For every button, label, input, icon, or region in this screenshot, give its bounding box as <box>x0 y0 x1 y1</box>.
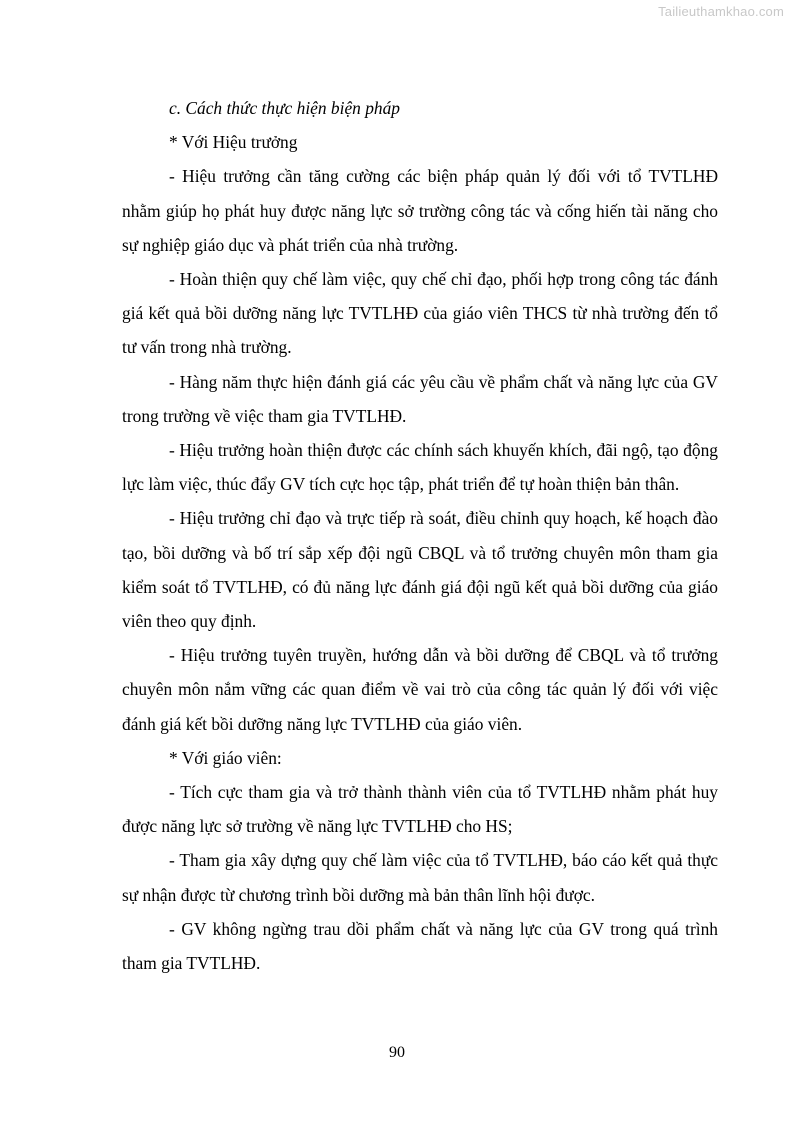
paragraph: - Hiệu trưởng hoàn thiện được các chính sách khuyến khích, đãi ngộ, tạo động lực làm việc, thúc đẩy GV tích cực học tập, phát triển để tự hoàn thiện bản thân. <box>122 440 718 495</box>
paragraph: - Hiệu trưởng cần tăng cường các biện pháp quản lý đối với tổ TVTLHĐ nhằm giúp họ phát huy được năng lực sở trường công tác và cống hiến tài năng cho sự nghiệp giáo dục và phát triển của nhà trường. <box>122 166 718 255</box>
document-body <box>122 91 718 980</box>
subheading-teachers: * Với giáo viên: <box>169 747 282 768</box>
page-number: 90 <box>389 1044 405 1061</box>
subheading-principal: * Với Hiệu trưởng <box>169 132 298 153</box>
paragraph: - Hiệu trưởng chỉ đạo và trực tiếp rà soát, điều chỉnh quy hoạch, kế hoạch đào tạo, bồi dưỡng và bố trí sắp xếp đội ngũ CBQL và tổ trưởng chuyên môn tham gia kiểm soát tổ TVTLHĐ, có đủ năng lực đánh giá đội ngũ kết quả bồi dưỡng của giáo viên theo quy định. <box>122 508 718 632</box>
section-heading: c. Cách thức thực hiện biện pháp <box>169 98 400 118</box>
paragraph: - GV không ngừng trau dồi phẩm chất và năng lực của GV trong quá trình tham gia TVTLHĐ. <box>122 918 718 974</box>
paragraph: - Tham gia xây dựng quy chế làm việc của tổ TVTLHĐ, báo cáo kết quả thực sự nhận được từ chương trình bồi dưỡng mà bản thân lĩnh hội được. <box>122 850 718 905</box>
paragraph: - Hàng năm thực hiện đánh giá các yêu cầu về phẩm chất và năng lực của GV trong trường về việc tham gia TVTLHĐ. <box>122 371 718 426</box>
paragraph: - Hiệu trưởng tuyên truyền, hướng dẫn và bồi dưỡng để CBQL và tổ trưởng chuyên môn nắm vững các quan điểm về vai trò của công tác quản lý đối với việc đánh giá kết bồi dưỡng năng lực TVTLHĐ của giáo viên. <box>122 645 718 734</box>
watermark: Tailieuthamkhao.com <box>658 4 784 19</box>
paragraph: - Tích cực tham gia và trở thành thành viên của tổ TVTLHĐ nhằm phát huy được năng lực sở trường về năng lực TVTLHĐ cho HS; <box>122 782 718 837</box>
paragraph: - Hoàn thiện quy chế làm việc, quy chế chỉ đạo, phối hợp trong công tác đánh giá kết quả bồi dưỡng năng lực TVTLHĐ của giáo viên THCS từ nhà trường đến tổ tư vấn trong nhà trường. <box>122 269 718 358</box>
